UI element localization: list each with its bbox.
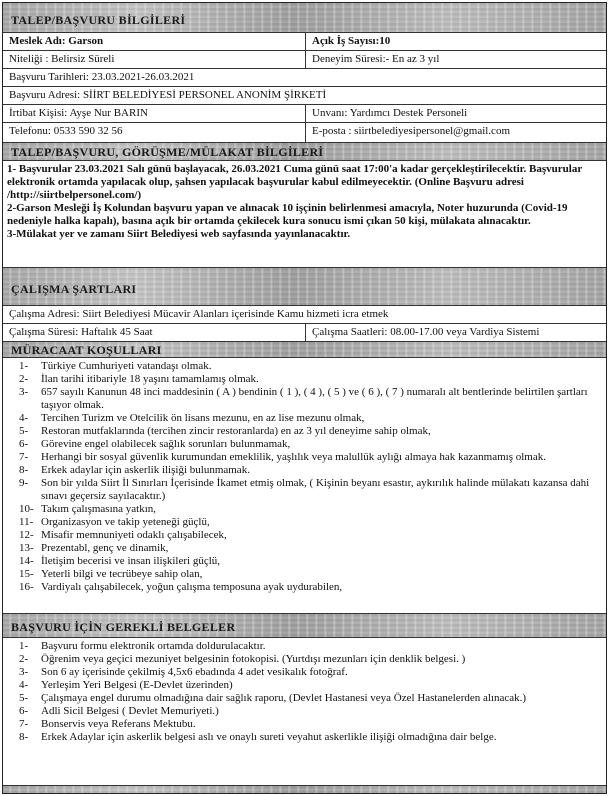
list-item-number: 8- (19, 731, 29, 743)
list-item-text: Prezentabl, genç ve dinamik, (41, 542, 169, 554)
list-item (3, 386, 606, 412)
list-item (3, 412, 606, 425)
experience: Deneyim Süresi:- En az 3 yıl (312, 53, 440, 65)
list-item-text: Erkek Adaylar için askerlik belgesi aslı ve onaylı sureti veyahut askerlikle ilişiği olmadığına dair belge. (41, 731, 497, 743)
list-item-text: Vardiyalı çalışabilecek, yoğun çalışma temposuna ayak uydurabilen, (41, 581, 343, 593)
list-item-number: 1- (19, 360, 29, 372)
list-item-number: 11- (19, 516, 34, 528)
application-dates: Başvuru Tarihleri: 23.03.2021-26.03.2021 (9, 71, 195, 83)
list-item-number: 5- (19, 425, 29, 437)
conditions-list (3, 358, 606, 614)
list-item-text: Son 6 ay içerisinde çekilmiş 4,5x6 ebadında 4 adet vesikalık fotoğraf. (41, 666, 348, 678)
job-quality: Niteliği : Belirsiz Süreli (3, 51, 306, 68)
section-title: ÇALIŞMA ŞARTLARI (11, 282, 137, 296)
section-title: MÜRACAAT KOŞULLARI (11, 343, 162, 357)
list-item-text: Çalışmaya engel durumu olmadığına dair sağlık raporu, (Devlet Hastanesi veya Özel Hastanelerden alınacak.) (41, 692, 527, 704)
list-item (3, 640, 606, 653)
list-item-text: Başvuru formu elektronik ortamda doldurulacaktır. (41, 640, 266, 652)
list-item-number: 3- (19, 386, 29, 398)
row-work-address (3, 306, 606, 324)
list-item (3, 425, 606, 438)
list-item-number: 1- (19, 640, 29, 652)
section-title: TALEP/BAŞVURU BİLGİLERİ (11, 13, 186, 27)
list-item-number: 2- (19, 373, 29, 385)
documents-list (3, 638, 606, 750)
list-item-text: Son bir yılda Siirt İl Sınırları İçerisinde İkamet etmiş olmak, ( Kişinin beyanı esastır, aykırılık halinde mülakatı kazansa dahi sınavı geçersiz sayılacaktır.) (41, 477, 590, 502)
list-item (3, 477, 606, 503)
work-duration: Çalışma Süresi: Haftalık 45 Saat (3, 324, 306, 341)
interview-paragraphs (3, 161, 606, 268)
list-item-text: Yeterli bilgi ve tecrübeye sahip olan, (41, 568, 203, 580)
row-phone (3, 123, 606, 143)
list-item-text: Restoran mutfaklarında (tercihen zincir restoranlarda) en az 3 yıl deneyime sahip olmak, (41, 425, 431, 437)
list-item-number: 3- (19, 666, 29, 678)
list-item (3, 451, 606, 464)
list-item-number: 14- (19, 555, 34, 567)
list-item (3, 666, 606, 679)
list-item-number: 13- (19, 542, 34, 554)
announcement-document (2, 2, 607, 794)
list-item (3, 438, 606, 451)
list-item-text: İlan tarihi itibariyle 18 yaşını tamamlamış olmak. (41, 373, 259, 385)
list-item-text: Herhangi bir sosyal güvenlik kurumundan emeklilik, yaşlılık veya malullük aylığı almaya hak kazanmamış olmak. (41, 451, 546, 463)
phone: Telefonu: 0533 590 32 56 (3, 123, 306, 142)
list-item (3, 705, 606, 718)
section-title: BAŞVURU İÇİN GEREKLİ BELGELER (11, 620, 236, 634)
list-item-number: 6- (19, 705, 29, 717)
list-item-number: 16- (19, 581, 34, 593)
section-header-working-conditions (3, 268, 606, 306)
list-item-text: Misafir memnuniyeti odaklı çalışabilecek, (41, 529, 227, 541)
list-item (3, 555, 606, 568)
list-item-text: 657 sayılı Kanunun 48 inci maddesinin ( A ) bendinin ( 1 ), ( 4 ), ( 5 ) ve ( 6 ), ( 7 ) numaralı alt bentlerinde belirtilen şartları taşıyor olmak. (41, 386, 588, 411)
list-item (3, 718, 606, 731)
list-item-number: 15- (19, 568, 34, 580)
work-hours: Çalışma Saatleri: 08.00-17.00 veya Vardiya Sistemi (312, 326, 540, 338)
contact-person: İrtibat Kişisi: Ayşe Nur BARIN (3, 105, 306, 122)
list-item-number: 7- (19, 718, 29, 730)
application-address: Başvuru Adresi: SİİRT BELEDİYESİ PERSONEL ANONİM ŞİRKETİ (9, 89, 327, 101)
list-item-text: İletişim becerisi ve insan ilişkileri güçlü, (41, 555, 221, 567)
list-item (3, 542, 606, 555)
list-item-number: 12- (19, 529, 34, 541)
row-job (3, 33, 606, 51)
row-dates (3, 69, 606, 87)
paragraph-3: 3-Mülakat yer ve zamanı Siirt Belediyesi web sayfasında yayınlanacaktır. (7, 228, 351, 240)
paragraph-2: 2-Garson Mesleği İş Kolundan başvuru yapan ve alınacak 10 işçinin belirlenmesi amacıyla, Noter huzurunda (Covid-19 nedeniyle halka kapalı), basına açık bir ortamda çekilecek kura sonucu ismi çıkan 50 kişi, mülakata alınacaktır. (7, 202, 568, 227)
row-quality (3, 51, 606, 69)
list-item-text: Öğrenim veya geçici mezuniyet belgesinin fotokopisi. (Yurtdışı mezunları için denklik belgesi. ) (41, 653, 466, 665)
list-item-text: Görevine engel olabilecek sağlık sorunları bulunmamak, (41, 438, 291, 450)
list-item-number: 2- (19, 653, 29, 665)
bottom-band (3, 785, 606, 793)
list-item (3, 692, 606, 705)
list-item-text: Organizasyon ve takip yeteneği güçlü, (41, 516, 210, 528)
list-item (3, 653, 606, 666)
section-header-interview-info (3, 143, 606, 161)
list-item-number: 4- (19, 679, 29, 691)
paragraph-1: 1- Başvurular 23.03.2021 Salı günü başlayacak, 26.03.2021 Cuma günü saat 17:00'a kadar gerçekleştirilecektir. Başvurular elektronik ortamda yapılacak olup, şahsen yapılacak başvurular kabul edilmeyecektir. (Online Başvuru adresi /http://siirtbelpersonel.com/) (7, 163, 582, 201)
list-item (3, 464, 606, 477)
list-item-number: 9- (19, 477, 29, 489)
section-header-application-conditions (3, 342, 606, 358)
list-item (3, 568, 606, 581)
list-item-number: 10- (19, 503, 34, 515)
section-header-required-documents (3, 614, 606, 638)
row-address (3, 87, 606, 105)
list-item-number: 5- (19, 692, 29, 704)
list-item-text: Takım çalışmasına yatkın, (41, 503, 157, 515)
work-address: Çalışma Adresi: Siirt Belediyesi Mücavir Alanları içerisinde Kamu hizmeti icra etmek (9, 308, 389, 320)
list-item-text: Bonservis veya Referans Mektubu. (41, 718, 196, 730)
list-item (3, 373, 606, 386)
section-header-application-info (3, 3, 606, 33)
list-item (3, 503, 606, 516)
list-item-text: Yerleşim Yeri Belgesi (E-Devlet üzerinden) (41, 679, 233, 691)
list-item (3, 360, 606, 373)
row-contact (3, 105, 606, 123)
list-item-number: 7- (19, 451, 29, 463)
list-item (3, 529, 606, 542)
open-positions: Açık İş Sayısı:10 (312, 35, 391, 47)
list-item-number: 4- (19, 412, 29, 424)
email[interactable]: E-posta : siirtbelediyesipersonel@gmail.com (312, 125, 510, 137)
list-item-text: Adli Sicil Belgesi ( Devlet Memuriyeti.) (41, 705, 219, 717)
list-item-text: Tercihen Turizm ve Otelcilik ön lisans mezunu, en az lise mezunu olmak, (41, 412, 365, 424)
job-name: Meslek Adı: Garson (3, 33, 306, 50)
section-title: TALEP/BAŞVURU, GÖRÜŞME/MÜLAKAT BİLGİLERİ (11, 145, 324, 159)
contact-title: Unvanı: Yardımcı Destek Personeli (312, 107, 468, 119)
list-item-text: Erkek adaylar için askerlik ilişiği bulunmamak. (41, 464, 250, 476)
list-item-number: 8- (19, 464, 29, 476)
list-item (3, 679, 606, 692)
row-work-hours (3, 324, 606, 342)
list-item (3, 581, 606, 594)
list-item-text: Türkiye Cumhuriyeti vatandaşı olmak. (41, 360, 212, 372)
list-item-number: 6- (19, 438, 29, 450)
list-item (3, 731, 606, 744)
list-item (3, 516, 606, 529)
